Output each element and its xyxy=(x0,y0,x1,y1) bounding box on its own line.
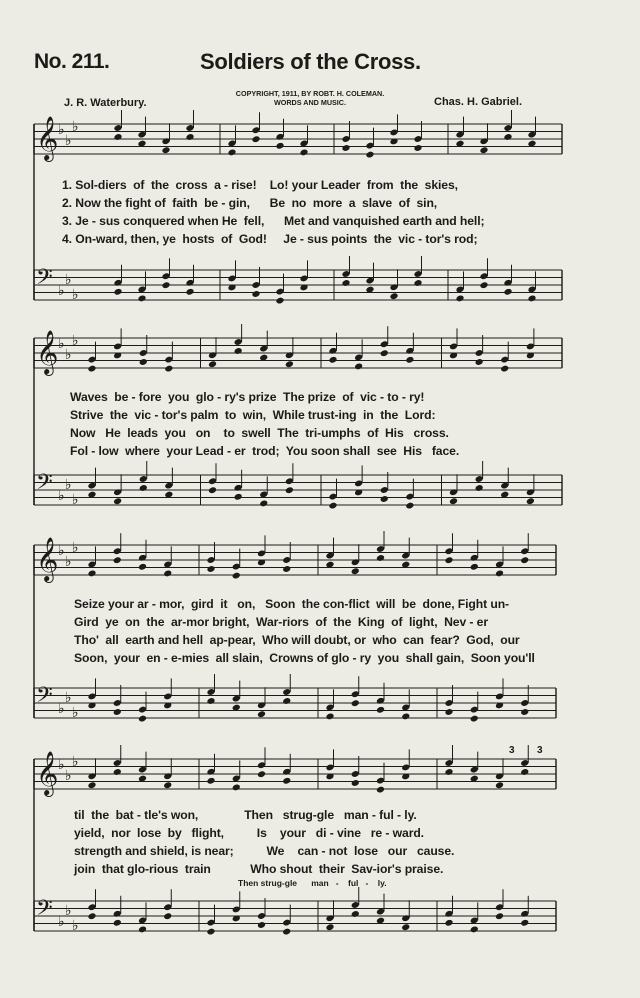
note-head xyxy=(161,281,170,289)
note-head xyxy=(285,360,294,368)
verse-line: 1. Sol-diers of the cross a - rise! Lo! your Leader from the skies, xyxy=(62,178,458,192)
flat-icon: ♭ xyxy=(65,554,72,570)
note-head xyxy=(113,768,122,776)
note-head xyxy=(503,288,512,296)
note-head xyxy=(282,777,291,785)
note-head xyxy=(208,360,217,368)
note-head xyxy=(259,499,268,507)
note-head xyxy=(455,294,464,302)
verse-line: Soon, your en - e-mies all slain, Crowns of glo - ry you shall gain, Soon you'll xyxy=(74,651,535,665)
note-head xyxy=(163,781,172,789)
treble-clef-icon: 𝄞 xyxy=(36,751,59,795)
note-head xyxy=(113,497,122,505)
flat-icon: ♭ xyxy=(65,272,72,288)
treble-clef-icon: 𝄞 xyxy=(36,116,59,160)
note-head xyxy=(185,288,194,296)
note-head xyxy=(389,292,398,300)
bass-clef-icon: 𝄢 xyxy=(36,470,53,500)
copyright-line: COPYRIGHT, 1911, BY ROBT. H. COLEMAN. xyxy=(235,89,385,98)
note-head xyxy=(138,563,147,571)
note-head xyxy=(139,484,148,492)
flat-icon: ♭ xyxy=(58,283,65,299)
note-head xyxy=(351,567,360,575)
verse-line: yield, nor lose by flight, Is your di - vine re - ward. xyxy=(74,826,424,840)
note-head xyxy=(401,712,410,720)
note-head xyxy=(113,708,122,716)
note-head xyxy=(376,706,385,714)
verse-line: strength and shield, is near; We can - not lose our cause. xyxy=(74,844,455,858)
note-head xyxy=(351,699,360,707)
bass-clef-icon: 𝄢 xyxy=(36,265,53,295)
note-head xyxy=(376,786,385,794)
lyricist-credit: J. R. Waterbury. xyxy=(64,97,147,109)
note-head xyxy=(113,919,122,927)
triplet-mark: 3 xyxy=(509,745,515,756)
bass-clef-icon: 𝄢 xyxy=(36,683,53,713)
note-head xyxy=(520,768,529,776)
note-head xyxy=(341,144,350,152)
note-head xyxy=(113,556,122,564)
flat-icon: ♭ xyxy=(72,119,79,135)
flat-icon: ♭ xyxy=(58,336,65,352)
note-head xyxy=(503,133,512,141)
note-head xyxy=(206,697,215,705)
note-head xyxy=(282,928,291,936)
verse-line: Waves be - fore you glo - ry's prize The prize of vic - to - ry! xyxy=(70,390,425,404)
flat-icon: ♭ xyxy=(58,914,65,930)
note-head xyxy=(232,572,241,580)
note-head xyxy=(495,912,504,920)
flat-icon: ♭ xyxy=(58,757,65,773)
note-head xyxy=(138,925,147,933)
note-head xyxy=(495,781,504,789)
treble-clef-icon: 𝄞 xyxy=(36,330,59,374)
note-head xyxy=(87,569,96,577)
composer-credit: Chas. H. Gabriel. xyxy=(434,96,523,108)
triplet-mark: 3 xyxy=(537,745,543,756)
note-head xyxy=(87,912,96,920)
note-head xyxy=(208,486,217,494)
note-head xyxy=(444,708,453,716)
flat-icon: ♭ xyxy=(72,333,79,349)
note-head xyxy=(163,912,172,920)
flat-icon: ♭ xyxy=(72,918,79,934)
note-head xyxy=(341,279,350,287)
note-head xyxy=(527,294,536,302)
note-head xyxy=(328,502,337,510)
flat-icon: ♭ xyxy=(65,347,72,363)
flat-icon: ♭ xyxy=(58,122,65,138)
note-head xyxy=(380,349,389,357)
flat-icon: ♭ xyxy=(58,701,65,717)
note-head xyxy=(206,928,215,936)
note-head xyxy=(251,290,260,298)
hymn-title: Soldiers of the Cross. xyxy=(200,49,421,74)
note-head xyxy=(282,565,291,573)
note-head xyxy=(285,486,294,494)
verse-line: Now He leads you on to swell The tri-umphs of His cross. xyxy=(70,426,449,440)
note-head xyxy=(376,554,385,562)
note-head xyxy=(137,294,146,302)
note-head xyxy=(470,715,479,723)
flat-icon: ♭ xyxy=(65,133,72,149)
note-head xyxy=(138,715,147,723)
verse-line: 2. Now the fight of faith be - gin, Be no more a slave of sin, xyxy=(62,196,438,210)
note-head xyxy=(449,497,458,505)
bass-lyric-line: Then strug-gle man - ful - ly. xyxy=(238,878,387,888)
note-head xyxy=(354,362,363,370)
note-head xyxy=(234,493,243,501)
note-head xyxy=(206,777,215,785)
verse-line: 4. On-ward, then, ye hosts of God! Je - sus points the vic - tor's rod; xyxy=(62,232,478,246)
verse-line: Seize your ar - mor, gird it on, Soon the con-flict will be done, Fight un- xyxy=(74,597,510,611)
flat-icon: ♭ xyxy=(65,690,72,706)
flat-icon: ♭ xyxy=(72,754,79,770)
note-head xyxy=(325,923,334,931)
note-head xyxy=(234,347,243,355)
note-head xyxy=(87,365,96,373)
note-head xyxy=(380,495,389,503)
verse-line: 3. Je - sus conquered when He fell, Met and vanquished earth and hell; xyxy=(62,214,485,228)
note-head xyxy=(405,356,414,364)
flat-icon: ♭ xyxy=(72,287,79,303)
note-head xyxy=(227,148,236,156)
note-head xyxy=(470,563,479,571)
note-head xyxy=(401,923,410,931)
note-head xyxy=(495,569,504,577)
flat-icon: ♭ xyxy=(58,488,65,504)
flat-icon: ♭ xyxy=(58,543,65,559)
verse-line: join that glo-rious train Who shout their Sav-ior's praise. xyxy=(74,862,444,876)
note-head xyxy=(275,142,284,150)
verse-line: til the bat - tle's won, Then strug-gle man - ful - ly. xyxy=(74,808,417,822)
note-head xyxy=(328,356,337,364)
note-head xyxy=(520,919,529,927)
hymn-number: No. 211. xyxy=(34,50,110,73)
note-head xyxy=(444,768,453,776)
note-head xyxy=(520,708,529,716)
note-head xyxy=(257,710,266,718)
verse-line: Gird ye on the ar-mor bright, War-riors of the King of light, Nev - er xyxy=(74,615,488,629)
note-head xyxy=(206,565,215,573)
note-head xyxy=(87,781,96,789)
note-head xyxy=(113,133,122,141)
note-head xyxy=(113,288,122,296)
note-head xyxy=(444,556,453,564)
verse-line: Fol - low where your Lead - er trod; You soon shall see His face. xyxy=(70,444,460,458)
note-head xyxy=(479,281,488,289)
note-head xyxy=(351,779,360,787)
bass-clef-icon: 𝄢 xyxy=(36,896,53,926)
flat-icon: ♭ xyxy=(72,492,79,508)
note-head xyxy=(251,135,260,143)
verse-line: Tho' all earth and hell ap-pear, Who will doubt, or who can fear? God, our xyxy=(74,633,520,647)
note-head xyxy=(257,770,266,778)
note-head xyxy=(163,569,172,577)
note-head xyxy=(479,146,488,154)
flat-icon: ♭ xyxy=(65,768,72,784)
note-head xyxy=(475,484,484,492)
copyright-line: WORDS AND MUSIC. xyxy=(273,98,346,107)
flat-icon: ♭ xyxy=(72,705,79,721)
flat-icon: ♭ xyxy=(65,903,72,919)
note-head xyxy=(257,921,266,929)
note-head xyxy=(405,502,414,510)
note-head xyxy=(365,151,374,159)
note-head xyxy=(413,144,422,152)
note-head xyxy=(299,148,308,156)
note-head xyxy=(139,358,148,366)
note-head xyxy=(275,297,284,305)
note-head xyxy=(500,365,509,373)
note-head xyxy=(185,133,194,141)
note-head xyxy=(520,556,529,564)
note-head xyxy=(232,783,241,791)
flat-icon: ♭ xyxy=(65,477,72,493)
note-head xyxy=(413,279,422,287)
note-head xyxy=(282,697,291,705)
note-head xyxy=(475,358,484,366)
treble-clef-icon: 𝄞 xyxy=(36,537,59,581)
verse-line: Strive the vic - tor's palm to win, While trust-ing in the Lord: xyxy=(70,408,436,422)
note-head xyxy=(444,919,453,927)
note-head xyxy=(470,925,479,933)
note-head xyxy=(164,365,173,373)
note-head xyxy=(325,712,334,720)
flat-icon: ♭ xyxy=(72,540,79,556)
note-head xyxy=(526,497,535,505)
note-head xyxy=(351,910,360,918)
note-head xyxy=(161,146,170,154)
